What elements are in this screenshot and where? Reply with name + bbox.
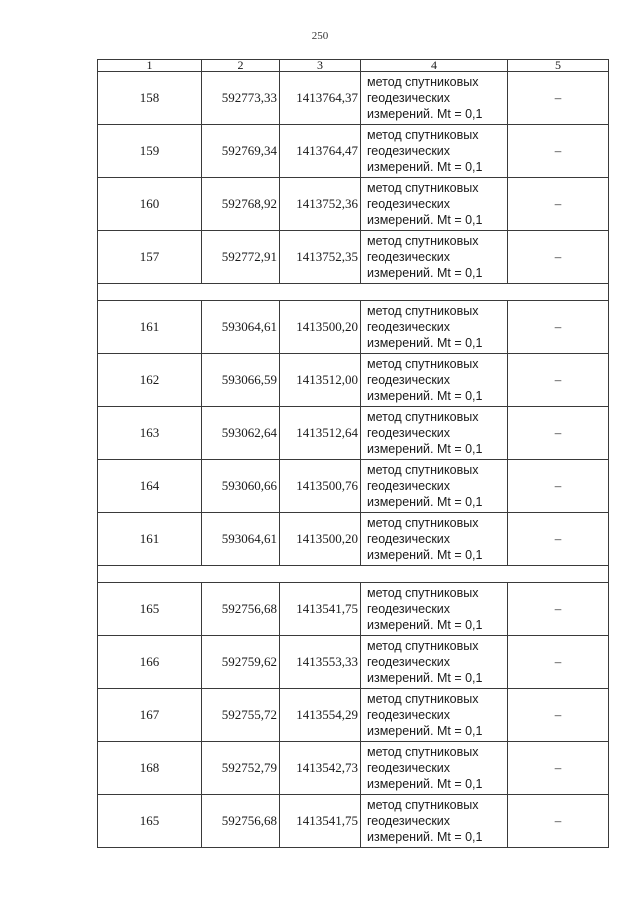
method-cell (361, 178, 508, 231)
y-coordinate-cell: 1413752,36 (280, 178, 361, 231)
point-number-cell: 167 (98, 689, 202, 742)
table-row (98, 301, 609, 354)
method-text: геодезических (367, 250, 451, 264)
separator-cell (98, 566, 609, 583)
table-row (98, 583, 609, 636)
method-cell (361, 460, 508, 513)
point-number-cell: 165 (98, 795, 202, 848)
point-number-cell: 163 (98, 407, 202, 460)
y-coordinate-cell: 1413512,64 (280, 407, 361, 460)
point-number-cell: 168 (98, 742, 202, 795)
method-text: метод спутниковых (367, 798, 479, 812)
method-text: измерений. Mt = 0,1 (367, 671, 483, 685)
method-text: геодезических (367, 320, 451, 334)
x-coordinate-cell: 592752,79 (202, 742, 280, 795)
table-row (98, 231, 609, 284)
note-cell: – (508, 301, 609, 354)
method-text: метод спутниковых (367, 692, 479, 706)
column-header-4: 4 (361, 60, 508, 72)
column-header-5: 5 (508, 60, 609, 72)
coordinates-table (97, 59, 609, 848)
method-text: геодезических (367, 373, 451, 387)
table-row (98, 72, 609, 125)
method-text: метод спутниковых (367, 234, 479, 248)
method-text: измерений. Mt = 0,1 (367, 336, 483, 350)
method-text: метод спутниковых (367, 639, 479, 653)
note-cell: – (508, 178, 609, 231)
method-cell (361, 583, 508, 636)
note-cell: – (508, 460, 609, 513)
method-text: измерений. Mt = 0,1 (367, 389, 483, 403)
y-coordinate-cell: 1413553,33 (280, 636, 361, 689)
y-coordinate-cell: 1413500,20 (280, 513, 361, 566)
method-text: метод спутниковых (367, 516, 479, 530)
method-text: измерений. Mt = 0,1 (367, 548, 483, 562)
x-coordinate-cell: 593066,59 (202, 354, 280, 407)
method-text: геодезических (367, 708, 451, 722)
point-number-cell: 159 (98, 125, 202, 178)
separator-cell (98, 284, 609, 301)
table-row (98, 460, 609, 513)
group-separator (98, 284, 609, 301)
x-coordinate-cell: 592756,68 (202, 583, 280, 636)
table-row (98, 407, 609, 460)
x-coordinate-cell: 592759,62 (202, 636, 280, 689)
note-cell: – (508, 72, 609, 125)
point-number-cell: 160 (98, 178, 202, 231)
table-body (98, 72, 609, 848)
method-text: измерений. Mt = 0,1 (367, 777, 483, 791)
method-text: метод спутниковых (367, 304, 479, 318)
method-text: метод спутниковых (367, 586, 479, 600)
note-cell: – (508, 231, 609, 284)
column-header-2: 2 (202, 60, 280, 72)
x-coordinate-cell: 593060,66 (202, 460, 280, 513)
method-cell (361, 742, 508, 795)
method-text: геодезических (367, 761, 451, 775)
point-number-cell: 166 (98, 636, 202, 689)
point-number-cell: 158 (98, 72, 202, 125)
method-text: метод спутниковых (367, 463, 479, 477)
method-text: измерений. Mt = 0,1 (367, 495, 483, 509)
method-text: геодезических (367, 602, 451, 616)
method-text: метод спутниковых (367, 75, 479, 89)
method-cell (361, 125, 508, 178)
x-coordinate-cell: 592756,68 (202, 795, 280, 848)
method-text: метод спутниковых (367, 181, 479, 195)
method-text: геодезических (367, 144, 451, 158)
table-row (98, 742, 609, 795)
method-cell (361, 407, 508, 460)
method-text: геодезических (367, 532, 451, 546)
method-text: метод спутниковых (367, 410, 479, 424)
table-row (98, 125, 609, 178)
note-cell: – (508, 354, 609, 407)
method-text: геодезических (367, 655, 451, 669)
y-coordinate-cell: 1413541,75 (280, 583, 361, 636)
y-coordinate-cell: 1413764,47 (280, 125, 361, 178)
x-coordinate-cell: 593064,61 (202, 301, 280, 354)
group-separator (98, 566, 609, 583)
table-row (98, 178, 609, 231)
method-text: измерений. Mt = 0,1 (367, 266, 483, 280)
method-text: измерений. Mt = 0,1 (367, 213, 483, 227)
x-coordinate-cell: 592772,91 (202, 231, 280, 284)
note-cell: – (508, 125, 609, 178)
table-row (98, 795, 609, 848)
table-row (98, 354, 609, 407)
y-coordinate-cell: 1413554,29 (280, 689, 361, 742)
x-coordinate-cell: 592755,72 (202, 689, 280, 742)
x-coordinate-cell: 592769,34 (202, 125, 280, 178)
method-cell (361, 354, 508, 407)
table-row (98, 636, 609, 689)
point-number-cell: 162 (98, 354, 202, 407)
column-header-3: 3 (280, 60, 361, 72)
method-cell (361, 689, 508, 742)
point-number-cell: 157 (98, 231, 202, 284)
point-number-cell: 161 (98, 301, 202, 354)
method-cell (361, 636, 508, 689)
column-header-1: 1 (98, 60, 202, 72)
note-cell: – (508, 636, 609, 689)
method-text: геодезических (367, 426, 451, 440)
method-text: геодезических (367, 197, 451, 211)
method-cell (361, 72, 508, 125)
method-text: геодезических (367, 814, 451, 828)
note-cell: – (508, 742, 609, 795)
table-row (98, 689, 609, 742)
method-text: метод спутниковых (367, 745, 479, 759)
y-coordinate-cell: 1413512,00 (280, 354, 361, 407)
method-text: измерений. Mt = 0,1 (367, 618, 483, 632)
x-coordinate-cell: 593062,64 (202, 407, 280, 460)
y-coordinate-cell: 1413764,37 (280, 72, 361, 125)
point-number-cell: 161 (98, 513, 202, 566)
method-text: геодезических (367, 479, 451, 493)
point-number-cell: 164 (98, 460, 202, 513)
method-text: измерений. Mt = 0,1 (367, 160, 483, 174)
method-text: геодезических (367, 91, 451, 105)
table-row (98, 513, 609, 566)
header-row (98, 60, 609, 72)
method-text: измерений. Mt = 0,1 (367, 107, 483, 121)
y-coordinate-cell: 1413500,76 (280, 460, 361, 513)
note-cell: – (508, 407, 609, 460)
y-coordinate-cell: 1413752,35 (280, 231, 361, 284)
note-cell: – (508, 795, 609, 848)
y-coordinate-cell: 1413500,20 (280, 301, 361, 354)
method-text: метод спутниковых (367, 357, 479, 371)
page-number: 250 (311, 30, 329, 42)
point-number-cell: 165 (98, 583, 202, 636)
note-cell: – (508, 513, 609, 566)
method-text: измерений. Mt = 0,1 (367, 724, 483, 738)
y-coordinate-cell: 1413541,75 (280, 795, 361, 848)
x-coordinate-cell: 592768,92 (202, 178, 280, 231)
method-cell (361, 795, 508, 848)
method-text: метод спутниковых (367, 128, 479, 142)
x-coordinate-cell: 593064,61 (202, 513, 280, 566)
note-cell: – (508, 583, 609, 636)
method-cell (361, 231, 508, 284)
method-text: измерений. Mt = 0,1 (367, 830, 483, 844)
note-cell: – (508, 689, 609, 742)
method-text: измерений. Mt = 0,1 (367, 442, 483, 456)
y-coordinate-cell: 1413542,73 (280, 742, 361, 795)
method-cell (361, 301, 508, 354)
x-coordinate-cell: 592773,33 (202, 72, 280, 125)
method-cell (361, 513, 508, 566)
